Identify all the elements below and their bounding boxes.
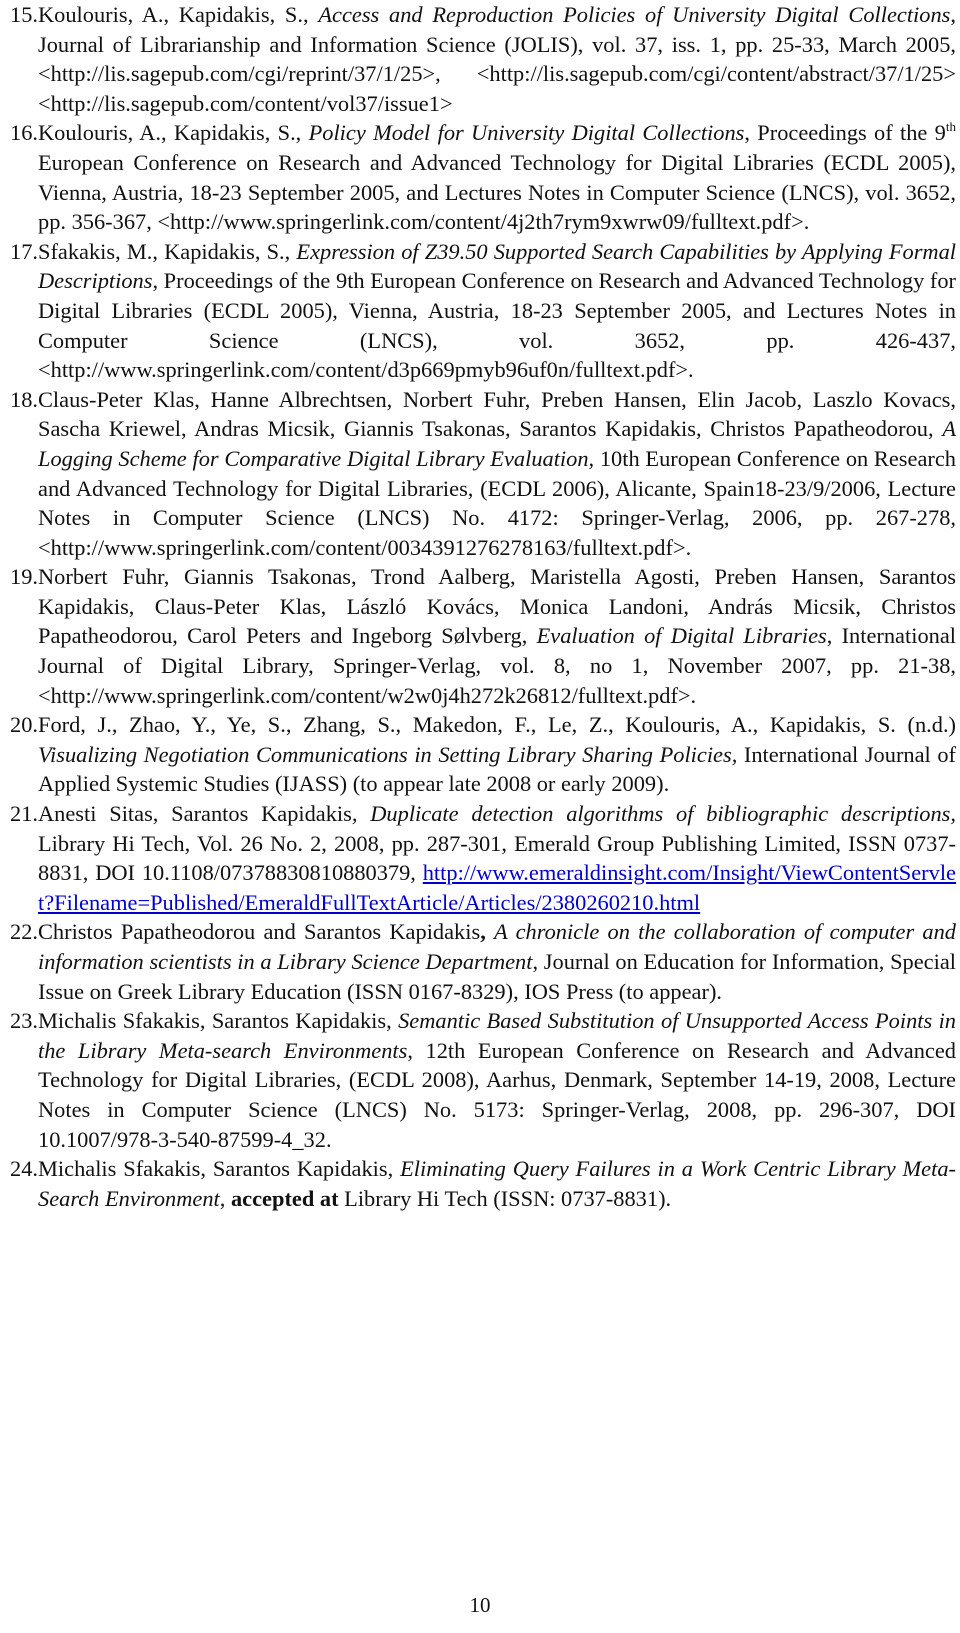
reference-text-run: European Conference on Research and Advanced Technology for Digital Libraries (ECDL 2005), Vienna, Austria, 18-23 September 2005, and Lectures Notes in Computer Science (LNCS), vol. 3652, pp. 356-367, <http://www.springerlink.com/content/4j2th7rym9xwrw09/fulltext.pdf>.: [38, 149, 956, 235]
reference-text-run: Koulouris, A., Kapidakis, S.,: [38, 2, 319, 27]
ordinal-superscript: th: [945, 119, 956, 135]
reference-text-run: Michalis Sfakakis, Sarantos Kapidakis,: [38, 1008, 399, 1034]
reference-title: A chronicle on the collaboration of computer and information scientists in a Library Science Department: [38, 919, 956, 974]
reference-text: [38, 118, 956, 236]
reference-number: 19.: [10, 564, 38, 590]
reference-emphasis: ,: [480, 919, 486, 945]
reference-text-run: Michalis Sfakakis, Sarantos Kapidakis,: [38, 1156, 401, 1182]
reference-text-run: , 12th European Conference on Research and Advanced Technology for Digital Libraries, (ECDL 2008), Aarhus, Denmark, September 14-19, 2008, Lecture Notes in Computer Science (LNCS) No. 5173: Springer-Verlag, 2008, pp. 296-307, DOI 10.1007/978-3-540-87599-4_32.: [38, 1037, 956, 1152]
reference-title: Semantic Based Substitution of Unsupported Access Points in the Library Meta-search Environments: [38, 1008, 956, 1063]
reference-text-run: , Proceedings of the 9: [744, 120, 946, 146]
reference-title: Policy Model for University Digital Collections: [308, 120, 745, 146]
page-number: 10: [469, 1593, 491, 1617]
reference-number: 17.: [10, 238, 38, 264]
reference-list: [10, 0, 956, 1213]
reference-item: [10, 710, 956, 799]
reference-text-run: Library Hi Tech, Vol. 26 No. 2, 2008, pp. 287-301, Emerald Group Publishing Limited, ISSN 0737-8831, DOI 10.1108/07378830810880379,: [38, 830, 956, 886]
reference-text-run: , International Journal of Digital Library, Springer-Verlag, vol. 8, no 1, November 2007, pp. 21-38, <http://www.springerlink.com/content/w2w0j4h272k26812/fulltext.pdf>.: [38, 623, 956, 708]
reference-text: [38, 0, 956, 118]
reference-text-run: Library Hi Tech (ISSN: 0737-8831).: [338, 1185, 672, 1211]
reference-number: 20.: [10, 712, 38, 738]
reference-text-run: Norbert Fuhr, Giannis Tsakonas, Trond Aalberg, Maristella Agosti, Preben Hansen, Sarantos Kapidakis, Claus-Peter Klas, László Kovács, Monica Landoni, András Micsik, Christos Papatheodorou, Carol Peters and Ingeborg Sølvberg,: [38, 564, 956, 649]
reference-text-run: 10th European Conference on Research and Advanced Technology for Digital Libraries, (ECDL 2006), Alicante, Spain18-23/9/2006, Lecture Notes in Computer Science (LNCS) No. 4172: Springer-Verlag, 2006, pp. 267-278, <http://www.springerlink.com/content/003439127627816З/fulltext.pdf>.: [38, 445, 956, 560]
reference-item: [10, 1006, 956, 1154]
reference-item: [10, 385, 956, 563]
reference-text-run: , Proceedings of the 9th European Conference on Research and Advanced Technology for Digital Libraries (ECDL 2005), Vienna, Austria, 18-23 September 2005, and Lectures Notes in Computer Science (LNCS), vol. 3652, pp. 426-437, <http://www.springerlink.com/content/d3p669pmyb96uf0n/fulltext.pdf>.: [38, 268, 956, 383]
reference-number: 24.: [10, 1156, 38, 1182]
reference-text: [38, 1006, 956, 1154]
reference-text: [38, 562, 956, 710]
reference-link[interactable]: http://www.emeraldinsight.com/Insight/ViewContentServlet?Filename=Published/EmeraldFullTextArticle/Articles/2380260210.html: [38, 860, 956, 915]
reference-text-run: , Journal of Librarianship and Information Science (JOLIS), vol. 37, iss. 1, pp. 25-33, March 2005, <http://lis.sagepub.com/cgi/reprint/37/1/25>, <http://lis.sagepub.com/cgi/content/abstract/37/1/25> <http://lis.sagepub.com/content/vol37/issue1>: [38, 2, 956, 116]
reference-title: Visualizing Negotiation Communications in Setting Library Sharing Policies,: [38, 741, 738, 767]
reference-text-run: International Journal of Applied Systemic Studies (IJASS) (to appear late 2008 or early 2009).: [38, 741, 956, 797]
reference-text-run: [486, 919, 494, 944]
reference-number: 21.: [10, 801, 38, 827]
reference-item: [10, 0, 956, 118]
reference-text-run: Ford, J., Zhao, Y., Ye, S., Zhang, S., Makedon, F., Le, Z., Koulouris, A., Kapidakis, S. (n.d.): [38, 712, 956, 738]
reference-text-run: Koulouris, A., Kapidakis, S.,: [38, 120, 309, 146]
reference-text: [38, 799, 956, 917]
reference-number: 23.: [10, 1008, 38, 1034]
reference-text: [38, 237, 956, 385]
reference-title: Evaluation of Digital Libraries: [536, 623, 827, 649]
reference-number: 18.: [10, 386, 38, 412]
reference-number: 22.: [10, 919, 38, 945]
reference-emphasis: accepted at: [230, 1185, 339, 1211]
reference-number: 15.: [10, 2, 38, 27]
reference-text: [38, 1154, 956, 1213]
reference-text-run: Christos Papatheodorou and Sarantos Kapidakis: [38, 919, 481, 945]
reference-number: 16.: [10, 120, 38, 146]
reference-title: A Logging Scheme for Comparative Digital Library Evaluation,: [38, 416, 956, 471]
reference-title: , Duplicate detection algorithms of bibliographic descriptions,: [351, 801, 956, 827]
reference-text-run: , Journal on Education for Information, Special Issue on Greek Library Education (ISSN 0167-8329), IOS Press (to appear).: [38, 949, 956, 1004]
reference-text-run: Sfakakis, M., Kapidakis, S.,: [38, 238, 297, 264]
reference-item: [10, 118, 956, 236]
reference-text: [38, 385, 956, 563]
reference-text-run: ,: [219, 1185, 231, 1211]
reference-item: [10, 562, 956, 710]
reference-item: [10, 917, 956, 1006]
reference-title: Access and Reproduction Policies of University Digital Collections: [318, 2, 951, 27]
reference-text-run: Claus-Peter Klas, Hanne Albrechtsen, Norbert Fuhr, Preben Hansen, Elin Jacob, Laszlo Kovacs, Sascha Kriewel, Andras Micsik, Giannis Tsakonas, Sarantos Kapidakis, Christos Papatheodorou,: [38, 386, 956, 442]
reference-item: [10, 799, 956, 917]
reference-text: [38, 917, 956, 1006]
reference-item: [10, 237, 956, 385]
reference-text: [38, 710, 956, 799]
reference-title: Expression of Z39.50 Supported Search Capabilities by Applying Formal Descriptions: [38, 238, 956, 294]
reference-title: Eliminating Query Failures in a Work Centric Library Meta-Search Environment: [38, 1156, 956, 1211]
reference-item: [10, 1154, 956, 1213]
reference-text-run: Anesti Sitas, Sarantos Kapidakis: [38, 801, 352, 827]
